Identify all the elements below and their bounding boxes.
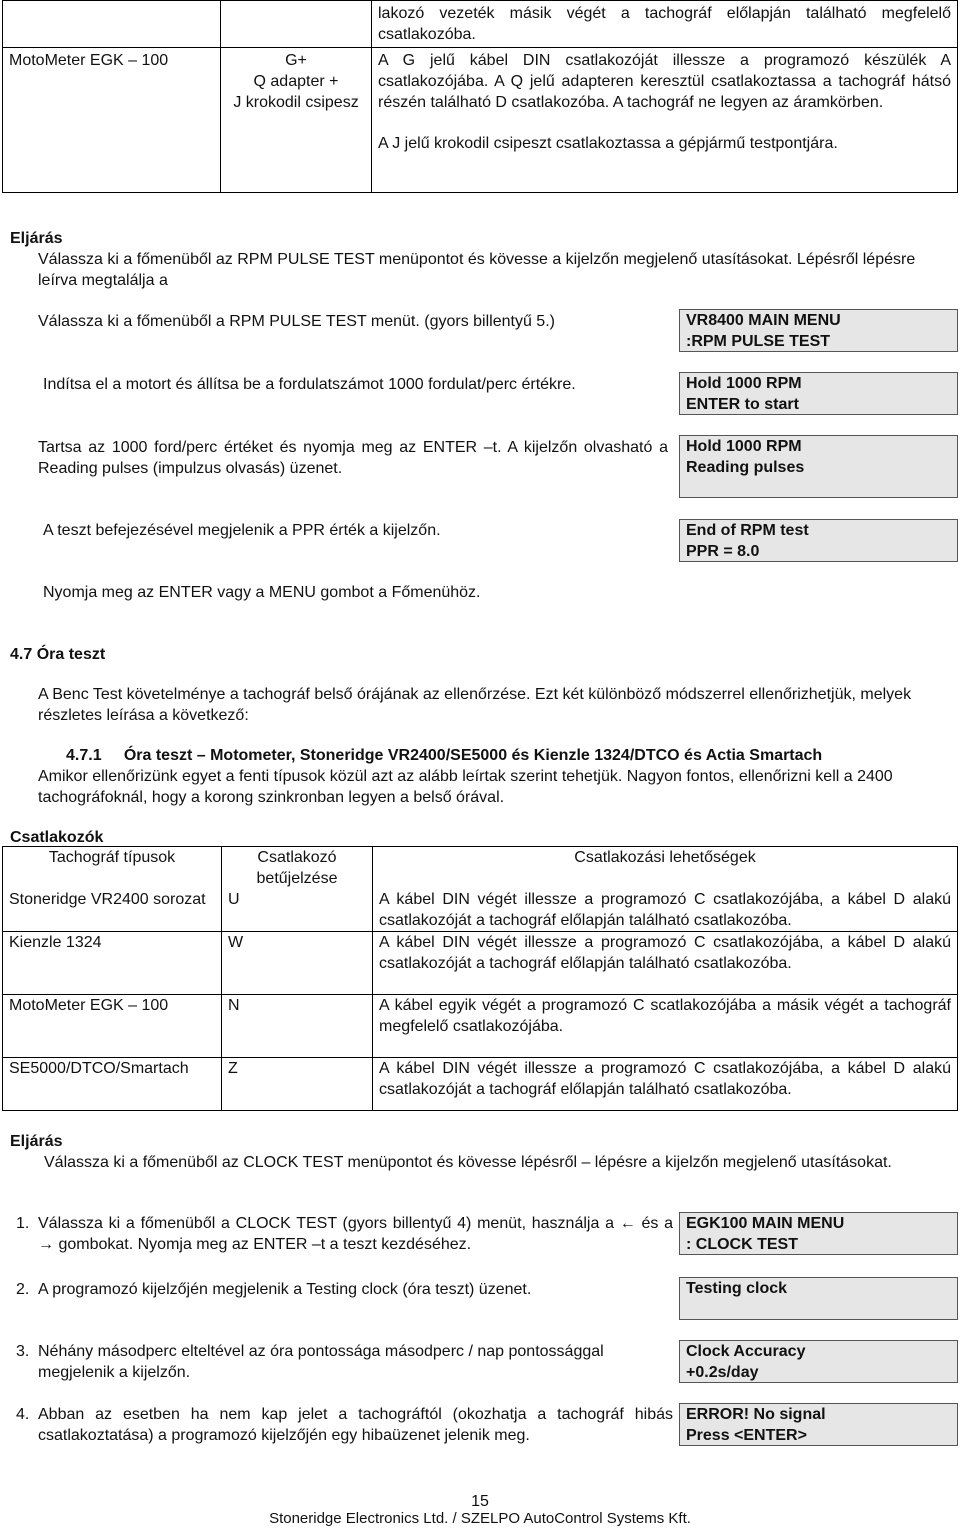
step-number: 2. [16,1281,30,1298]
display-box: Clock Accuracy +0.2s/day [679,1340,958,1383]
display-box: EGK100 MAIN MENU : CLOCK TEST [679,1212,958,1255]
connectors-heading: Csatlakozók [10,829,104,846]
step-text: Tartsa az 1000 ford/perc értéket és nyomja meg az ENTER –t. A kijelzőn olvasható a Reading pulses (impulzus olvasás) üzenet. [38,439,668,477]
top-connection-table [2,0,958,193]
display-box: Testing clock [679,1277,958,1320]
step-number: 4. [16,1406,30,1423]
table-cell: A kábel DIN végét illessze a programozó C csatlakozójába, a kábel D alakú csatlakozóját a tachográf előlapján található csatlakozóba. [373,889,958,932]
footer-company: Stoneridge Electronics Ltd. / SZELPO AutoControl Systems Kft. [269,1510,691,1527]
step-number: 3. [16,1343,30,1360]
step-number: 1. [16,1215,30,1232]
display-box: Hold 1000 RPM ENTER to start [679,372,958,415]
table-cell: A G jelű kábel DIN csatlakozóját illessze a programozó készülék A csatlakozójába. A Q jelű adapteren keresztül csatlakoztassa a tachográf hátsó részén található D csatlakozóba. A tachográf ne legyen az áramkörben. A J jelű krokodil csipeszt csatlakoztassa a gépjármű testpontjára. [372,48,958,193]
column-header: Tachográf típusok [3,847,222,890]
table-cell: Z [222,1058,373,1111]
step-text: Válassza ki a főmenüből a RPM PULSE TEST menüt. (gyors billentyű 5.) [38,313,555,330]
table-cell: Kienzle 1324 [3,932,222,995]
subsection-text: Amikor ellenőrizünk egyet a fenti típusok közül azt az alább leírtak szerint tehetjük. Nagyon fontos, ellenőrizni kell a 2400 tachográfoknál, hogy a korong szinkronban legyen a belső órával. [38,768,893,806]
right-arrow-icon: → [38,1236,54,1253]
table-row [3,48,958,193]
display-box: ERROR! No signal Press <ENTER> [679,1403,958,1446]
section-heading: Eljárás [10,1133,63,1150]
table-row [3,889,958,932]
table-header-row [3,847,958,890]
table-cell: MotoMeter EGK – 100 [3,995,222,1058]
display-box: Hold 1000 RPM Reading pulses [679,435,958,498]
column-header: Csatlakozási lehetőségek [373,847,958,890]
step-text: A programozó kijelzőjén megjelenik a Testing clock (óra teszt) üzenet. [38,1281,532,1298]
table-cell: Stoneridge VR2400 sorozat [3,889,222,932]
table-cell: W [222,932,373,995]
table-row [3,1058,958,1111]
table-cell: MotoMeter EGK – 100 [3,48,221,193]
closing-text: Nyomja meg az ENTER vagy a MENU gombot a Főmenühöz. [43,584,481,601]
table-cell: G+ Q adapter + J krokodil csipesz [221,48,372,193]
left-arrow-icon: ← [619,1215,636,1232]
step-text: A teszt befejezésével megjelenik a PPR érték a kijelzőn. [43,522,441,539]
table-cell: A kábel DIN végét illessze a programozó C csatlakozójába, a kábel D alakú csatlakozóját a tachográf előlapján található csatlakozóba. [373,932,958,995]
table-row [3,932,958,995]
table-cell: U [222,889,373,932]
subsection-title: 4.7.1 Óra teszt – Motometer, Stoneridge VR2400/SE5000 és Kienzle 1324/DTCO és Actia Smartach [66,747,823,764]
section-heading: Eljárás [10,230,63,247]
section-intro: A Benc Test követelménye a tachográf belső órájának az ellenőrzése. Ezt két különböző módszerrel ellenőrizhetjük, melyek részletes leírása a következő: [38,686,912,724]
column-header: Csatlakozó betűjelzése [222,847,373,890]
step-text: Abban az esetben ha nem kap jelet a tachográftól (okozhatja a tachográf hibás csatlakoztatása) a programozó kijelzőjén egy hibaüzenet jelenik meg. [38,1406,673,1444]
table-cell: A kábel DIN végét illessze a programozó C csatlakozójába, a kábel D alakú csatlakozóját a tachográf előlapján található csatlakozóba. [373,1058,958,1111]
section-intro: Válassza ki a főmenüből az RPM PULSE TEST menüpontot és kövesse a kijelzőn megjelenő utasításokat. Lépésről lépésre leírva megtalálja a [38,251,916,289]
table-row [3,1,958,48]
page-number: 15 [471,1493,489,1510]
step-text: Indítsa el a motort és állítsa be a fordulatszámot 1000 fordulat/perc értékre. [43,376,576,393]
table-cell: A kábel egyik végét a programozó C scatlakozójába a másik végét a tachográf megfelelő csatlakozójába. [373,995,958,1058]
section-title: 4.7 Óra teszt [10,646,106,663]
table-cell: N [222,995,373,1058]
section-intro: Válassza ki a főmenüből az CLOCK TEST menüpontot és kövesse lépésről – lépésre a kijelzőn megjelenő utasításokat. [44,1154,892,1171]
table-cell: lakozó vezeték másik végét a tachográf előlapján található megfelelő csatlakozóba. [372,1,958,48]
step-text: Válassza ki a főmenüből a CLOCK TEST (gyors billentyű 4) menüt, használja a ← és a → gombokat. Nyomja meg az ENTER –t a teszt kezdéséhez. [38,1215,673,1253]
table-row [3,995,958,1058]
display-box: VR8400 MAIN MENU :RPM PULSE TEST [679,309,958,352]
step-text: Néhány másodperc elteltével az óra pontossága másodperc / nap pontossággal megjelenik a kijelzőn. [38,1343,604,1381]
connectors-table [2,846,958,1111]
table-cell: SE5000/DTCO/Smartach [3,1058,222,1111]
display-box: End of RPM test PPR = 8.0 [679,519,958,562]
